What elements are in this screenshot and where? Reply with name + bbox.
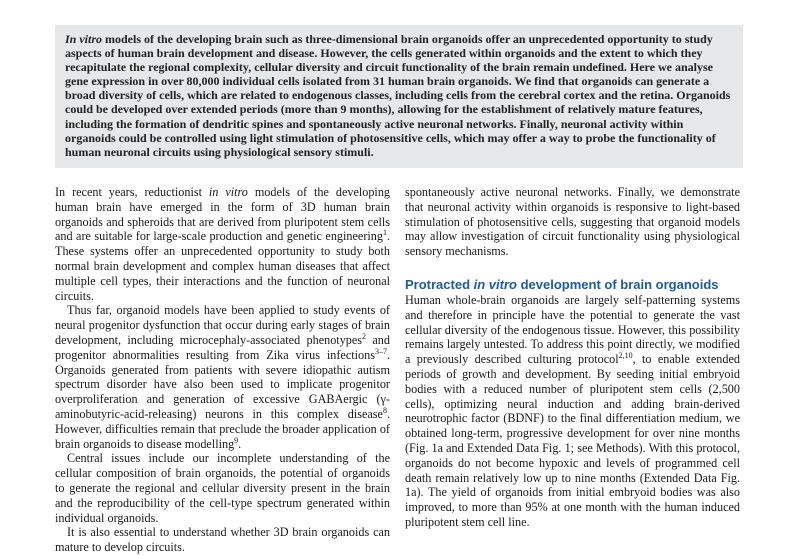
- text-run: In recent years, reductionist: [55, 185, 209, 199]
- text-run: models of the developing human brain have emerged in the form of 3D human brain organoids and spheroids that are derived from pluripotent stem cells and are suitable for large-scale production and genetic engineering: [55, 185, 391, 244]
- text-run: , to enable extended periods of growth and development. By seeding initial embryoid bodies with a reduced number of pluripotent stem cells (2,500 cells), optimizing neural induction and adding brain-derived neurotrophic factor (BDNF) to the final differentiation medium, we obtained long-term, progressive development for over nine months (Fig. 1a and Extended Data Fig. 1; see Methods). With this protocol, organoids do not become hypoxic and levels of programmed cell death remain relatively low up to nine months (Extended Data Fig. 1a). The yield of organoids from initial embryoid bodies was also improved, to more than 95% at one month with the human induced pluripotent stem cell line.: [405, 352, 740, 529]
- text-run: development of brain organoids: [516, 276, 719, 292]
- citation-superscript: 1: [382, 228, 387, 238]
- body-paragraph: [55, 525, 390, 555]
- citation-superscript: 2,10: [618, 351, 633, 361]
- right-column: [405, 185, 740, 530]
- section-heading: [405, 277, 740, 293]
- abstract-text: [65, 32, 735, 159]
- text-run: It is also essential to understand whether 3D brain organoids can mature to develop circuits.: [55, 525, 390, 555]
- text-run: models of the developing brain such as three-dimensional brain organoids offer an unprecedented opportunity to study aspects of human brain development and disease. However, the cells generated within organoids and the extent to which they recapitulate the regional complexity, cellular diversity and circuit functionality of the brain remain undefined. Here we analyse gene expression in over 80,000 individual cells isolated from 31 human brain organoids. We find that organoids can generate a broad diversity of cells, which are related to endogenous classes, including cells from the cerebral cortex and the retina. Organoids could be developed over extended periods (more than 9 months), allowing for the establishment of relatively mature features, including the formation of dendritic spines and spontaneously active neuronal networks. Finally, neuronal activity within organoids could be controlled using light stimulation of photosensitive cells, which may offer a way to probe the functionality of human neuronal circuits using physiological sensory stimuli.: [65, 32, 731, 159]
- text-run: Thus far, organoid models have been applied to study events of neural progenitor dysfunction that occur during early stages of brain development, including microcephaly-associated phenotypes: [55, 303, 390, 347]
- text-run: Protracted: [405, 276, 474, 292]
- body-paragraph: [405, 185, 740, 259]
- italic-text: in vitro: [473, 276, 517, 292]
- text-run: . Organoids generated from patients with severe idiopathic autism spectrum disorder have also been used to implicate progenitor overproliferation and generation of excessive GABAergic (γ-aminobutyric-acid-releasing) neurons in this complex disease: [55, 347, 390, 421]
- text-run: spontaneously active neuronal networks. Finally, we demonstrate that neuronal activity within organoids is responsive to light-based stimulation of photosensitive cells, suggesting that organoid models may allow investigation of circuit functionality using physiological sensory mechanisms.: [405, 185, 740, 259]
- citation-superscript: 2: [362, 331, 367, 341]
- text-run: Central issues include our incomplete understanding of the cellular composition of brain organoids, the potential of organoids to generate the regional and cellular diversity present in the brain and the reproducibility of the cell-type spectrum generated within individual organoids.: [55, 451, 390, 525]
- body-paragraph: [55, 451, 390, 525]
- body-paragraph: [55, 185, 390, 303]
- citation-superscript: 9: [234, 435, 239, 445]
- right-column-intro: [405, 185, 740, 259]
- italic-text: in vitro: [208, 185, 248, 199]
- text-run: . However, difficulties remain that preclude the broader application of brain organoids to disease modelling: [55, 406, 390, 451]
- text-run: .: [238, 436, 242, 451]
- text-run: Human whole-brain organoids are largely self-patterning systems and therefore in principle have the potential to generate the vast cellular diversity of the endogenous tissue. However, this possibility remains largely untested. To address this point directly, we modified a previously described culturing protocol: [405, 292, 740, 367]
- right-column-body: [405, 293, 740, 530]
- body-paragraph: [55, 303, 390, 451]
- left-column: [55, 185, 390, 555]
- italic-text: In vitro: [65, 32, 103, 46]
- text-run: . These systems offer an unprecedented opportunity to study both normal brain development and complex human diseases that affect multiple cell types, their interactions and the function of neuronal circuits.: [55, 229, 390, 303]
- abstract-box: [55, 25, 743, 168]
- citation-superscript: 3–7: [374, 346, 387, 356]
- text-run: and progenitor abnormalities resulting from Zika virus infections: [55, 332, 390, 362]
- body-paragraph: [405, 293, 740, 530]
- citation-superscript: 8: [382, 405, 387, 415]
